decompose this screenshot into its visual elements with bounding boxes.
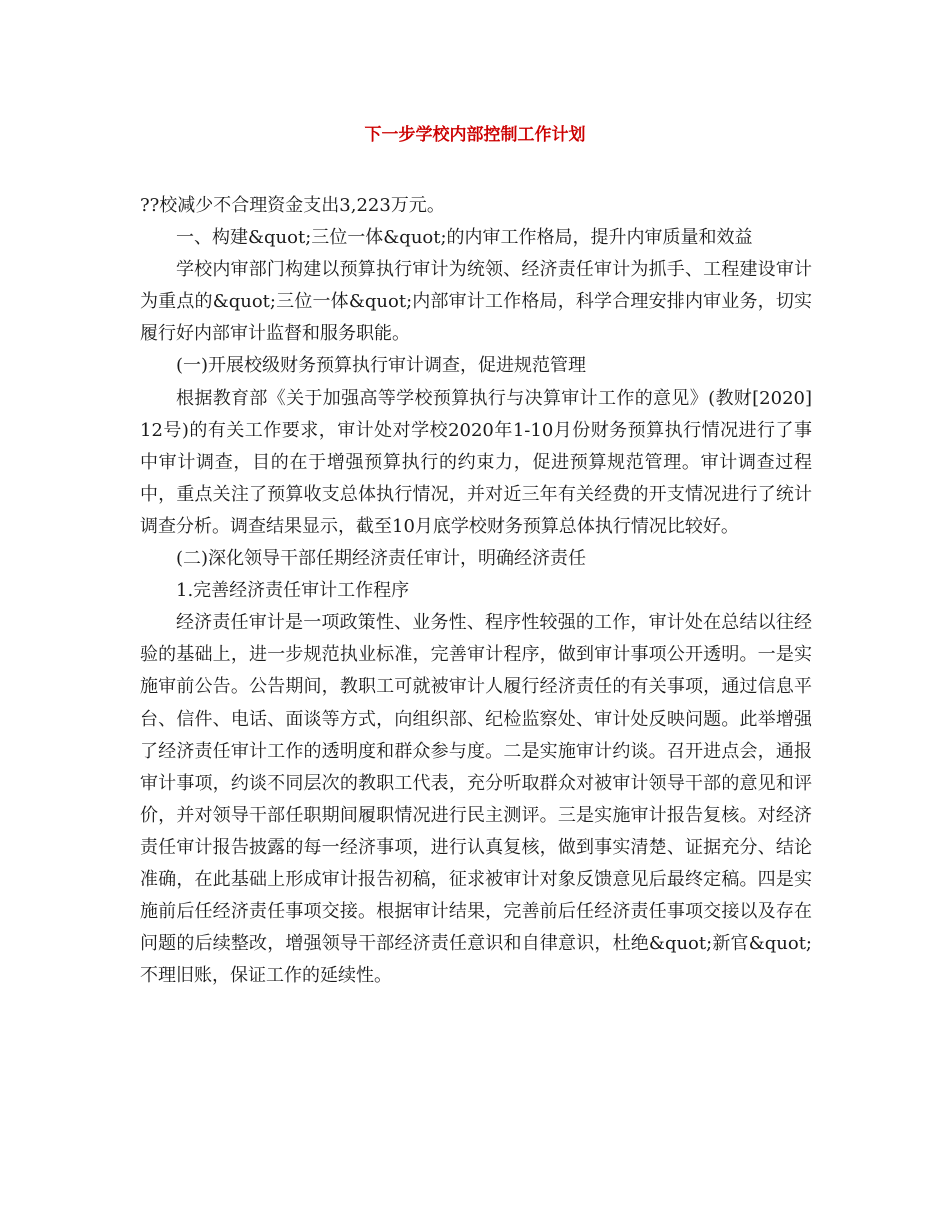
paragraph-budget-audit: 根据教育部《关于加强高等学校预算执行与决算审计工作的意见》(教财[2020]12号)的有关工作要求，审计处对学校2020年1-10月份财务预算执行情况进行了事中审计调查，目的在于增强预算执行的约束力，促进预算规范管理。审计调查过程中，重点关注了预算收支总体执行情况，并对近三年有关经费的开支情况进行了统计调查分析。调查结果显示，截至10月底学校财务预算总体执行情况比较好。 <box>140 387 812 537</box>
paragraph-framework: 学校内审部门构建以预算执行审计为统领、经济责任审计为抓手、工程建设审计为重点的&quot;三位一体&quot;内部审计工作格局，科学合理安排内审业务，切实履行好内部审计监督和服务职能。 <box>140 259 812 345</box>
paragraph-savings: ??校减少不合理资金支出3,223万元。 <box>140 195 445 216</box>
heading-item-one: 1.完善经济责任审计工作程序 <box>176 580 410 602</box>
heading-subsection-one: (一)开展校级财务预算执行审计调查，促进规范管理 <box>176 355 587 377</box>
document-title: 下一步学校内部控制工作计划 <box>364 125 586 145</box>
paragraph-responsibility-audit: 经济责任审计是一项政策性、业务性、程序性较强的工作，审计处在总结以往经验的基础上，进一步规范执业标准，完善审计程序，做到审计事项公开透明。一是实施审前公告。公告期间，教职工可就被审计人履行经济责任的有关事项，通过信息平台、信件、电话、面谈等方式，向组织部、纪检监察处、审计处反映问题。此举增强了经济责任审计工作的透明度和群众参与度。二是实施审计约谈。召开进点会，通报审计事项，约谈不同层次的教职工代表，充分听取群众对被审计领导干部的意见和评价，并对领导干部任职期间履职情况进行民主测评。三是实施审计报告复核。对经济责任审计报告披露的每一经济事项，进行认真复核，做到事实清楚、证据充分、结论准确，在此基础上形成审计报告初稿，征求被审计对象反馈意见后最终定稿。四是实施前后任经济责任事项交接。根据审计结果，完善前后任经济责任事项交接以及存在问题的后续整改，增强领导干部经济责任意识和自律意识，杜绝&quot;新官&quot;不理旧账，保证工作的延续性。 <box>140 612 812 987</box>
document-body <box>140 190 812 992</box>
heading-subsection-two: (二)深化领导干部任期经济责任审计，明确经济责任 <box>176 548 587 570</box>
heading-section-one: 一、构建&quot;三位一体&quot;的内审工作格局，提升内审质量和效益 <box>176 227 753 249</box>
